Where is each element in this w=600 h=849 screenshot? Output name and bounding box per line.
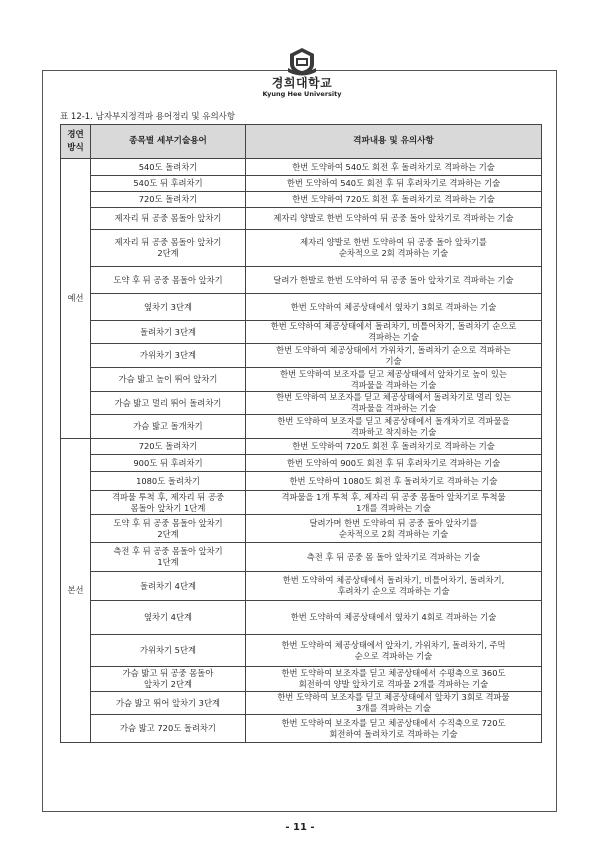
description-cell: 한번 도약하여 보조자를 딛고 체공상태에서 앞차기 3회로 격파물 3개를 격파하는 기술	[246, 692, 542, 715]
term-cell: 1080도 돌려차기	[91, 472, 246, 491]
table-header-row	[61, 125, 542, 159]
table-row	[61, 491, 542, 515]
description-cell: 격파물을 1개 투척 후, 제자리 뒤 공중 몸돌아 앞차기로 투척물 1개를 격파하는 기술	[246, 491, 542, 515]
table-row	[61, 267, 542, 294]
university-logo	[262, 46, 342, 108]
table-row	[61, 515, 542, 543]
term-cell: 옆차기 4단계	[91, 601, 246, 635]
table-row	[61, 321, 542, 344]
term-cell: 가슴 밟고 높이 뛰어 앞차기	[91, 368, 246, 392]
term-cell: 돌려차기 3단계	[91, 321, 246, 344]
university-emblem-icon	[285, 46, 319, 76]
description-cell: 제자리 양발로 한번 도약하여 뒤 공중 돌아 앞차기로 격파하는 기술	[246, 208, 542, 230]
description-cell: 한번 도약하여 1080도 회전 후 돌려차기로 격파하는 기술	[246, 472, 542, 491]
table-row	[61, 344, 542, 368]
header-description: 격파내용 및 유의사항	[246, 125, 542, 159]
term-cell: 720도 돌려차기	[91, 439, 246, 455]
description-cell: 한번 도약하여 체공상태에서 옆차기 3회로 격파하는 기술	[246, 294, 542, 321]
term-cell: 측전 후 뒤 공중 몸돌아 앞차기 1단계	[91, 543, 246, 572]
description-cell: 측전 후 뒤 공중 몸 돌아 앞차기로 격파하는 기술	[246, 543, 542, 572]
term-cell: 옆차기 3단계	[91, 294, 246, 321]
description-cell: 한번 도약하여 900도 회전 후 뒤 후려차기로 격파하는 기술	[246, 455, 542, 472]
term-cell: 900도 뒤 후려차기	[91, 455, 246, 472]
term-cell: 540도 뒤 후려차기	[91, 176, 246, 192]
term-cell: 제자리 뒤 공중 몸돌아 앞차기	[91, 208, 246, 230]
description-cell: 달려가 한발로 한번 도약하여 뒤 공중 돌아 앞차기로 격파하는 기술	[246, 267, 542, 294]
table-row	[61, 715, 542, 743]
term-cell: 제자리 뒤 공중 몸돌아 앞차기 2단계	[91, 230, 246, 267]
table-row	[61, 192, 542, 208]
table-row	[61, 439, 542, 455]
method-cell: 예선	[61, 159, 91, 439]
term-cell: 가위차기 5단계	[91, 635, 246, 667]
description-cell: 한번 도약하여 체공상태에서 옆차기 4회로 격파하는 기술	[246, 601, 542, 635]
description-cell: 한번 도약하여 540도 회전 후 뒤 후려차기로 격파하는 기술	[246, 176, 542, 192]
description-cell: 한번 도약하여 보조자를 딛고 체공상태에서 수직축으로 720도 회전하여 돌려차기로 격파하는 기술	[246, 715, 542, 743]
table-row	[61, 601, 542, 635]
description-cell: 한번 도약하여 720도 회전 후 돌려차기로 격파하는 기술	[246, 192, 542, 208]
term-cell: 가슴 밟고 뒤 공중 몸돌아 앞차기 2단계	[91, 667, 246, 692]
university-english-name: Kyung Hee University	[262, 90, 342, 98]
table-row	[61, 392, 542, 415]
table-row	[61, 455, 542, 472]
table-row	[61, 692, 542, 715]
table-row	[61, 294, 542, 321]
table-caption: 표 12-1. 남자부지정격파 용어정리 및 유의사항	[60, 112, 236, 122]
table-row	[61, 415, 542, 439]
description-cell: 한번 도약하여 보조자를 딛고 체공상태에서 돌개차기로 격파물을 격파하고 착지하는 기술	[246, 415, 542, 439]
description-cell: 한번 도약하여 체공상태에서 앞차기, 가위차기, 돌려차기, 주먹 순으로 격파하는 기술	[246, 635, 542, 667]
table-row	[61, 472, 542, 491]
term-cell: 720도 돌려차기	[91, 192, 246, 208]
term-cell: 도약 후 뒤 공중 몸돌아 앞차기 2단계	[91, 515, 246, 543]
table-row	[61, 230, 542, 267]
description-cell: 한번 도약하여 보조자를 딛고 체공상태에서 앞차기로 높이 있는 격파물을 격파하는 기술	[246, 368, 542, 392]
term-cell: 가슴 밟고 멀리 뛰어 돌려차기	[91, 392, 246, 415]
table-row	[61, 159, 542, 176]
description-cell: 한번 도약하여 720도 회전 후 돌려차기로 격파하는 기술	[246, 439, 542, 455]
header-method: 경연 방식	[61, 125, 91, 159]
table-row	[61, 176, 542, 192]
term-cell: 가슴 밟고 돌개차기	[91, 415, 246, 439]
table-row	[61, 543, 542, 572]
table-row	[61, 667, 542, 692]
description-cell: 한번 도약하여 체공상태에서 돌려차기, 비틀어차기, 돌려차기 순으로 격파하는 기술	[246, 321, 542, 344]
description-cell: 한번 도약하여 체공상태에서 가위차기, 돌려차기 순으로 격파하는 기술	[246, 344, 542, 368]
header-term: 종목별 세부기술용어	[91, 125, 246, 159]
table-row	[61, 635, 542, 667]
table-row	[61, 208, 542, 230]
university-korean-name: 경희대학교	[271, 76, 333, 90]
term-cell: 가슴 밟고 뛰어 앞차기 3단계	[91, 692, 246, 715]
method-cell: 본선	[61, 439, 91, 743]
description-cell: 한번 도약하여 보조자를 딛고 체공상태에서 돌려차기로 멀리 있는 격파물을 격파하는 기술	[246, 392, 542, 415]
description-cell: 제자리 양발로 한번 도약하여 뒤 공중 돌아 앞차기를 순차적으로 2회 격파하는 기술	[246, 230, 542, 267]
description-cell: 달려가며 한번 도약하여 뒤 공중 돌아 앞차기를 순차적으로 2회 격파하는 기술	[246, 515, 542, 543]
term-cell: 돌려차기 4단계	[91, 572, 246, 601]
term-cell: 도약 후 뒤 공중 몸돌아 앞차기	[91, 267, 246, 294]
term-cell: 격파물 투척 후, 제자리 뒤 공중 몸돌아 앞차기 1단계	[91, 491, 246, 515]
description-cell: 한번 도약하여 540도 회전 후 돌려차기로 격파하는 기술	[246, 159, 542, 176]
description-cell: 한번 도약하여 체공상태에서 돌려차기, 비틀어차기, 돌려차기, 후려차기 순으로 격파하는 기술	[246, 572, 542, 601]
table-row	[61, 368, 542, 392]
table-row	[61, 572, 542, 601]
description-cell: 한번 도약하여 보조자를 딛고 체공상태에서 수평축으로 360도 회전하여 양발 앞차기로 격파물 2개를 격파하는 기술	[246, 667, 542, 692]
term-cell: 540도 돌려차기	[91, 159, 246, 176]
page-number: - 11 -	[285, 822, 315, 833]
terms-table	[60, 124, 542, 743]
term-cell: 가위차기 3단계	[91, 344, 246, 368]
term-cell: 가슴 밟고 720도 돌려차기	[91, 715, 246, 743]
